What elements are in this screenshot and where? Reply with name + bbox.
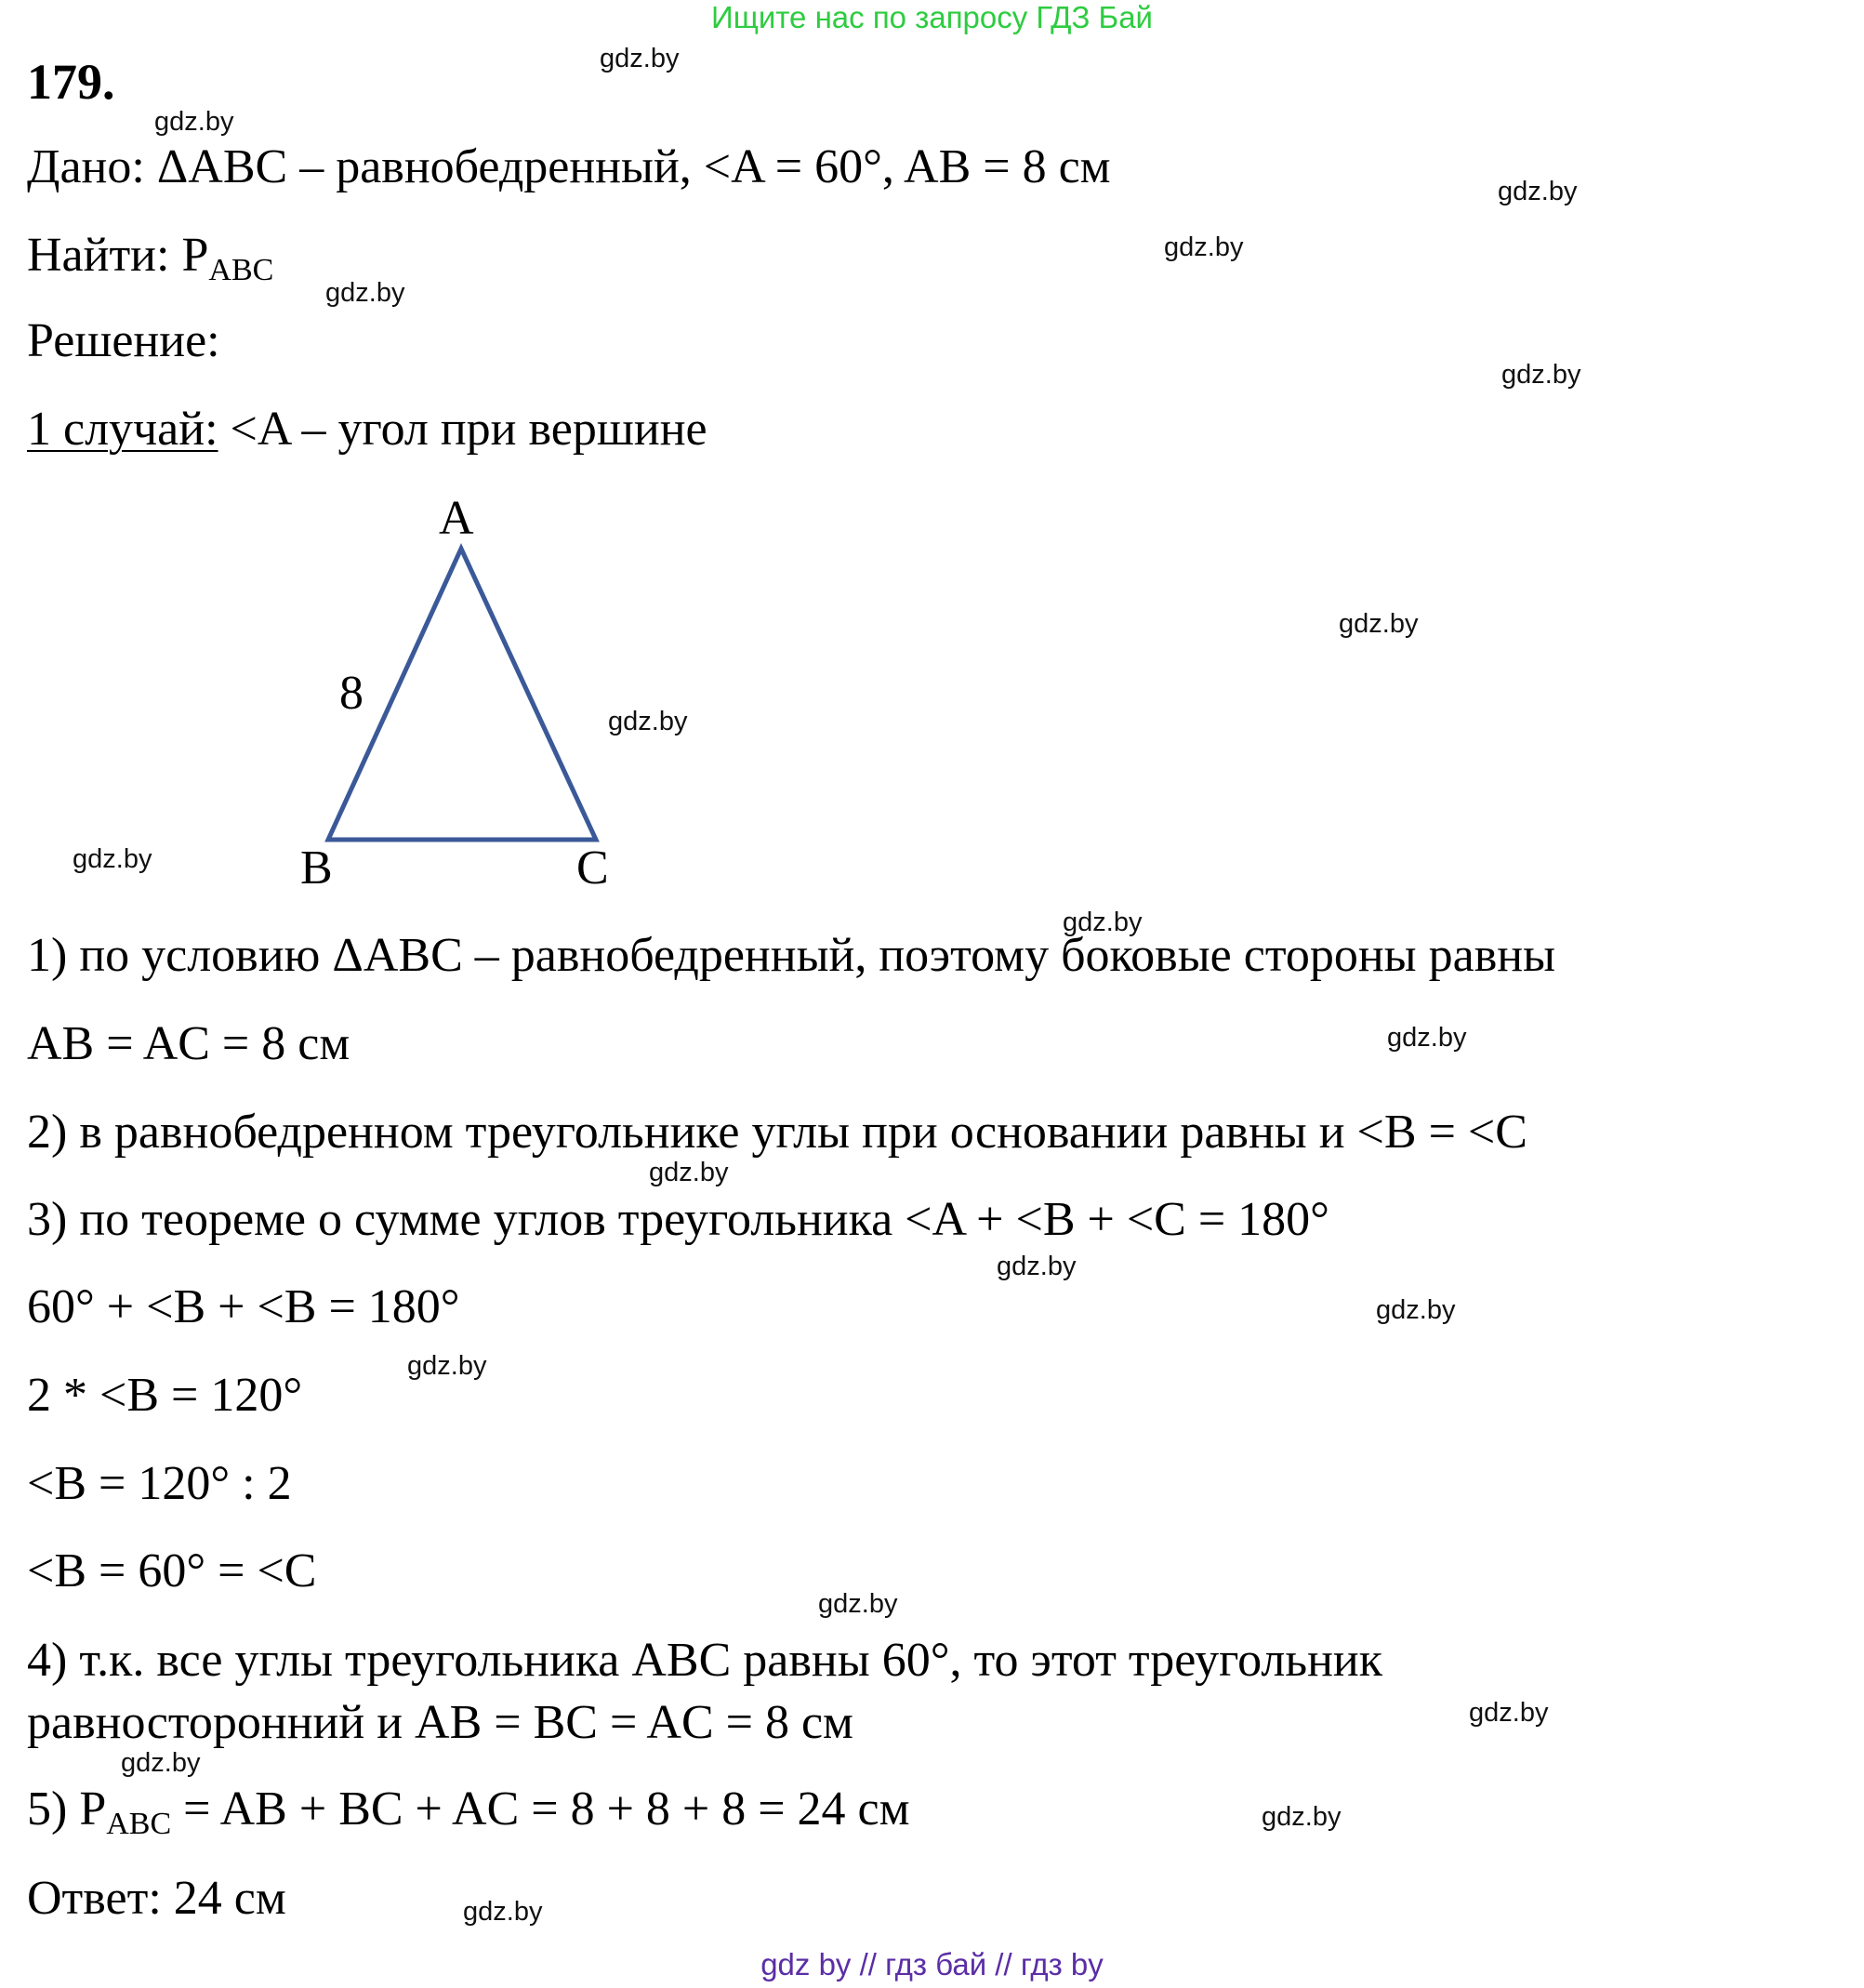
watermark: gdz.by: [1387, 1023, 1467, 1053]
problem-number: 179.: [27, 54, 115, 110]
watermark: gdz.by: [121, 1748, 201, 1778]
answer-line: Ответ: 24 см: [27, 1872, 286, 1925]
watermark: gdz.by: [73, 844, 152, 874]
watermark: gdz.by: [1501, 360, 1581, 390]
watermark: gdz.by: [997, 1252, 1077, 1281]
vertex-c-label: C: [576, 842, 609, 895]
solution-label: Решение:: [27, 314, 220, 367]
step-4: 4) т.к. все углы треугольника ABC равны 60°, то этот треугольник: [27, 1634, 1383, 1687]
step-3-eq1: 60° + <B + <B = 180°: [27, 1280, 460, 1333]
step-5-subscript: ABC: [106, 1807, 172, 1841]
watermark: gdz.by: [463, 1897, 543, 1927]
watermark: gdz.by: [608, 707, 688, 736]
watermark: gdz.by: [407, 1351, 487, 1381]
watermark: gdz.by: [1063, 908, 1143, 937]
watermark: gdz.by: [649, 1158, 729, 1187]
step-3-eq2: 2 * <B = 120°: [27, 1369, 303, 1422]
step-2: 2) в равнобедренном треугольнике углы при основании равны и <B = <C: [27, 1106, 1527, 1159]
vertex-a-label: A: [439, 492, 474, 545]
triangle-abc: [328, 549, 596, 840]
top-banner[interactable]: Ищите нас по запросу ГДЗ Бай: [711, 0, 1153, 34]
find-subscript: ABC: [208, 253, 274, 287]
step-4-cont: равносторонний и AB = BC = AC = 8 см: [27, 1696, 853, 1749]
step-3-eq4: <B = 60° = <C: [27, 1544, 317, 1597]
case1-text: <A – угол при вершине: [218, 403, 707, 456]
watermark: gdz.by: [1376, 1295, 1456, 1325]
find-label: Найти: P: [27, 229, 209, 282]
watermark: gdz.by: [600, 44, 680, 73]
watermark: gdz.by: [325, 278, 405, 308]
side-ab-label: 8: [339, 667, 364, 720]
case1-label: 1 случай:: [27, 403, 218, 456]
step-5: [27, 1782, 910, 1852]
watermark: gdz.by: [154, 107, 234, 137]
step-3: 3) по теореме о сумме углов треугольника <A + <B + <C = 180°: [27, 1193, 1329, 1246]
given-text: ΔABC – равнобедренный, <A = 60°, AB = 8 см: [156, 140, 1111, 193]
watermark: gdz.by: [1164, 232, 1244, 262]
step-3-eq3: <B = 120° : 2: [27, 1457, 292, 1510]
step-1-result: AB = AC = 8 см: [27, 1017, 350, 1070]
step-5-prefix: 5) P: [27, 1783, 107, 1836]
watermark: gdz.by: [818, 1589, 898, 1619]
step-1: 1) по условию ΔABC – равнобедренный, поэтому боковые стороны равны: [27, 929, 1556, 982]
step-5-text: = AB + BC + AC = 8 + 8 + 8 = 24 см: [171, 1783, 910, 1836]
watermark: gdz.by: [1469, 1698, 1549, 1728]
given-label: Дано:: [27, 140, 145, 193]
watermark: gdz.by: [1498, 177, 1578, 206]
footer-links[interactable]: gdz by // гдз бай // гдз by: [760, 1947, 1104, 1981]
vertex-b-label: B: [300, 842, 333, 895]
watermark: gdz.by: [1262, 1802, 1342, 1832]
watermark: gdz.by: [1339, 609, 1419, 639]
